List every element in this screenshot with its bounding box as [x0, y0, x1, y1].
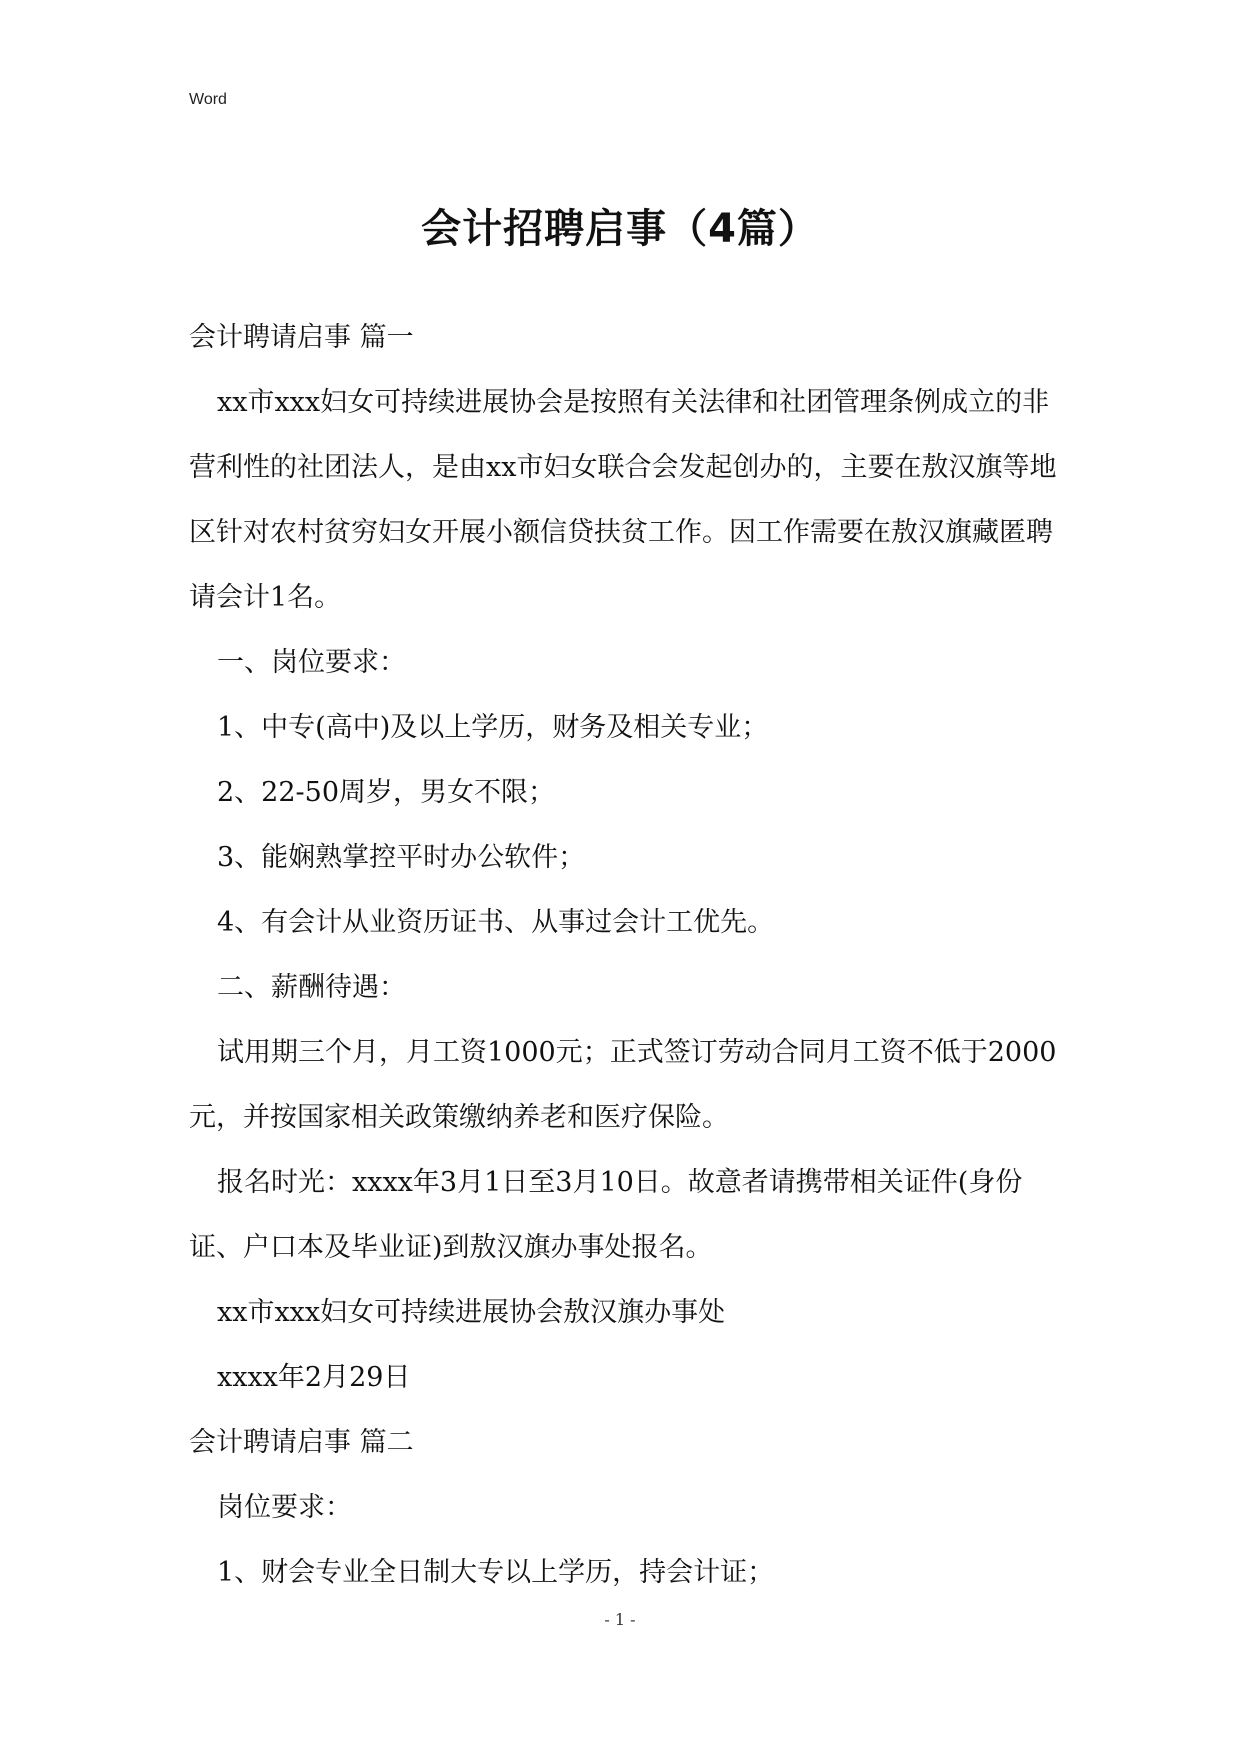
signature-date: xxxx年2月29日 — [217, 1362, 411, 1393]
list-item: 2、22-50周岁，男女不限； — [217, 777, 556, 808]
signature-organization: xx市xxx妇女可持续进展协会敖汉旗办事处 — [217, 1297, 726, 1328]
header-label: Word — [189, 91, 227, 108]
document-body — [189, 305, 1059, 1605]
paragraph-salary: 试用期三个月，月工资1000元；正式签订劳动合同月工资不低于2000元，并按国家相关政策缴纳养老和医疗保险。 — [189, 1037, 1057, 1133]
list-item: 1、中专(高中)及以上学历，财务及相关专业； — [217, 712, 769, 743]
subheading-salary: 二、薪酬待遇： — [217, 972, 406, 1003]
subheading-requirements: 一、岗位要求： — [217, 647, 406, 678]
document-title: 会计招聘启事（4篇） — [421, 206, 819, 252]
paragraph-intro: xx市xxx妇女可持续进展协会是按照有关法律和社团管理条例成立的非营利性的社团法人，是由xx市妇女联合会发起创办的，主要在敖汉旗等地区针对农村贫穷妇女开展小额信贷扶贫工作。因工作需要在敖汉旗藏匿聘请会计1名。 — [189, 387, 1057, 613]
subheading-requirements-2: 岗位要求： — [217, 1492, 352, 1523]
section-heading-1: 会计聘请启事 篇一 — [189, 322, 414, 353]
paragraph-registration: 报名时光：xxxx年3月1日至3月10日。故意者请携带相关证件(身份证、户口本及毕业证)到敖汉旗办事处报名。 — [189, 1167, 1023, 1263]
list-item: 4、有会计从业资历证书、从事过会计工优先。 — [217, 907, 775, 938]
section-heading-2: 会计聘请启事 篇二 — [189, 1427, 414, 1458]
list-item: 1、财会专业全日制大专以上学历，持会计证； — [217, 1557, 775, 1588]
list-item: 3、能娴熟掌控平时办公软件； — [217, 842, 586, 873]
page-number: - 1 - — [604, 1610, 636, 1629]
